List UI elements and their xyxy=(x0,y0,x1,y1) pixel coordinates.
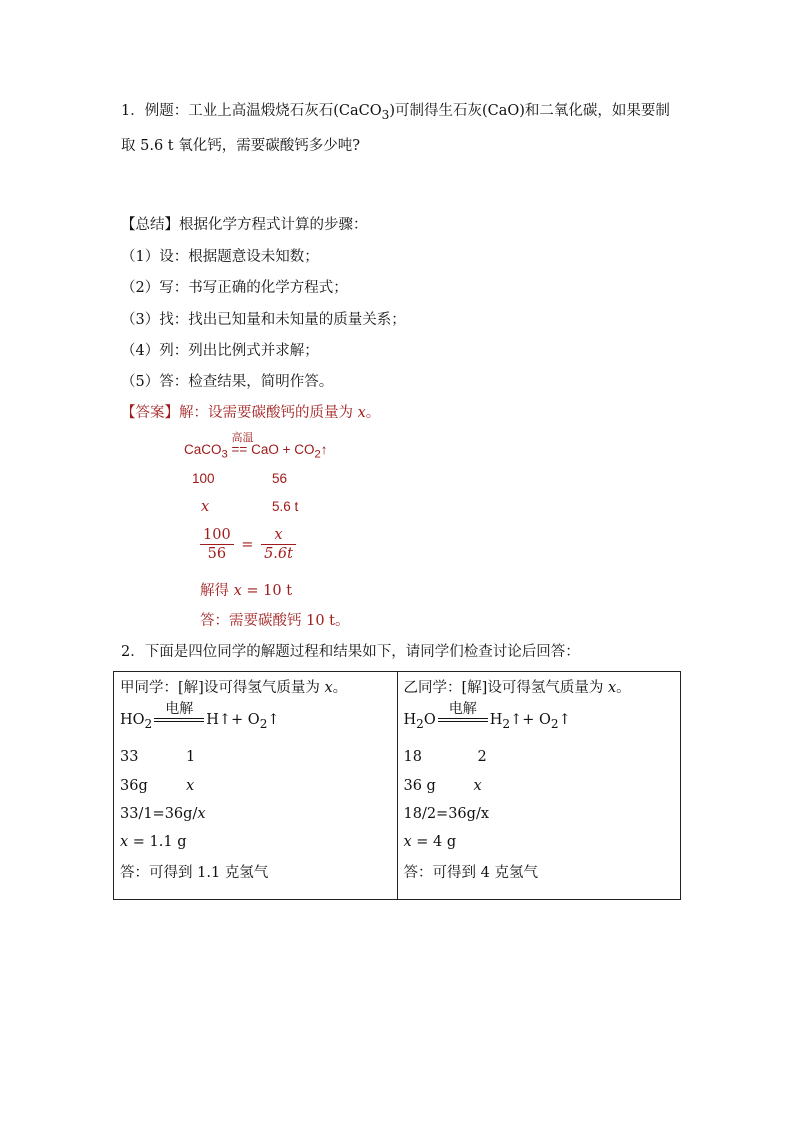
answer-proportion xyxy=(200,526,296,563)
b-eq-gas: ↑ xyxy=(558,712,571,728)
summary-step-3: （3）找：找出已知量和未知量的质量关系； xyxy=(121,312,406,328)
question-1-text-b: )可制得生石灰(CaO)和二氧化碳，如果要制取 5.6 t 氧化钙，需要碳酸钙多少吨? xyxy=(121,103,670,154)
answer-mass-right: 56 xyxy=(272,471,288,486)
b-var: x xyxy=(607,680,617,696)
b-intro xyxy=(404,676,631,697)
b-eq-left-tail: O xyxy=(423,712,436,728)
solve-value: = 10 t xyxy=(241,583,293,599)
question-2: 2．下面是四位同学的解题过程和结果如下，请同学们检查讨论后回答： xyxy=(121,644,580,660)
a-result xyxy=(120,834,187,850)
fraction-right-num: x xyxy=(261,526,296,545)
b-eq-left: H xyxy=(403,712,417,728)
b-result-var: x xyxy=(403,834,412,850)
a-eq-arrow xyxy=(154,701,204,725)
a-final: 答：可得到 1.1 克氢气 xyxy=(120,865,269,881)
a-intro-text: 甲同学：[解]设可得氢气质量为 xyxy=(120,680,325,696)
solve-var: x xyxy=(233,583,242,599)
solutions-table xyxy=(113,671,681,900)
a-ratio-var: x xyxy=(197,806,206,822)
fraction-left-num: 100 xyxy=(200,526,234,545)
b-eq-right-mid: ↑+ O xyxy=(510,712,551,728)
summary-step-5: （5）答：检查结果，简明作答。 xyxy=(121,374,334,390)
b-final: 答：可得到 4 克氢气 xyxy=(403,865,538,881)
answer-solve xyxy=(200,579,292,600)
eq-condition-arrow xyxy=(231,432,254,457)
b-mass-left: 18 xyxy=(403,749,422,765)
b-equation xyxy=(403,701,571,731)
a-qty-left: 36g xyxy=(120,778,148,794)
a-ratio xyxy=(120,806,206,822)
summary-step-2: （2）写：书写正确的化学方程式； xyxy=(121,280,348,296)
summary-title: 【总结】根据化学方程式计算的步骤： xyxy=(121,217,368,233)
a-eq-right: H↑+ O xyxy=(206,712,260,728)
eq-product-sub: 2 xyxy=(314,448,321,461)
b-eq-right-sub2: 2 xyxy=(550,716,559,731)
a-eq-left: HO xyxy=(120,712,145,728)
answer-qty-right: 5.6 t xyxy=(272,499,299,514)
eq-gas: ↑ xyxy=(320,442,328,457)
solution-cell-a xyxy=(114,672,398,900)
b-qty-left: 36 g xyxy=(403,778,436,794)
a-var: x xyxy=(324,680,333,696)
solve-prefix: 解得 xyxy=(200,583,234,599)
fraction-right-den: 5.6t xyxy=(264,546,293,562)
eq-reactant: CaCO xyxy=(184,442,222,457)
a-equation xyxy=(120,701,280,731)
answer-qty-left: x xyxy=(201,499,210,515)
eq-arrow: == xyxy=(231,442,248,457)
a-mass-left: 33 xyxy=(120,749,139,765)
b-result-text: = 4 g xyxy=(411,834,457,850)
summary-step-1: （1）设：根据题意设未知数； xyxy=(121,249,319,265)
answer-final: 答：需要碳酸钙 10 t。 xyxy=(200,613,350,629)
eq-reactant-sub: 3 xyxy=(221,448,228,461)
b-eq-arrow xyxy=(438,701,488,725)
answer-intro xyxy=(121,401,380,422)
fraction-left-den: 56 xyxy=(207,546,227,562)
b-eq-right: H xyxy=(489,712,503,728)
question-1-text-a: 例题：工业上高温煅烧石灰石(CaCO xyxy=(144,103,382,119)
a-qty-right: x xyxy=(186,778,195,794)
fraction-left xyxy=(200,526,234,563)
a-eq-condition: 电解 xyxy=(165,701,194,717)
b-eq-right-sub: 2 xyxy=(502,716,511,731)
answer-equation xyxy=(184,432,328,461)
answer-var: x xyxy=(357,405,366,421)
fraction-right xyxy=(261,526,296,563)
solution-cell-b xyxy=(397,672,681,900)
a-intro-end: 。 xyxy=(332,680,348,696)
b-intro-end: 。 xyxy=(616,680,631,696)
answer-intro-end: 。 xyxy=(365,405,381,421)
answer-mass-left: 100 xyxy=(192,471,215,486)
fraction-equals: = xyxy=(241,536,254,553)
summary-step-4: （4）列：列出比例式并求解； xyxy=(121,343,319,359)
b-result xyxy=(404,834,457,850)
a-result-var: x xyxy=(120,834,129,850)
b-eq-left-sub: 2 xyxy=(416,716,424,731)
a-eq-gas: ↑ xyxy=(267,712,280,728)
b-ratio: 18/2=36g/x xyxy=(403,806,490,822)
b-eq-condition: 电解 xyxy=(448,701,477,717)
answer-intro-text: 解：设需要碳酸钙的质量为 xyxy=(179,405,358,421)
a-eq-left-sub: 2 xyxy=(144,716,153,731)
question-1 xyxy=(121,96,681,162)
a-ratio-text: 33/1=36g/ xyxy=(120,806,198,822)
a-result-text: = 1.1 g xyxy=(128,834,187,850)
question-1-number: 1． xyxy=(121,103,145,119)
b-mass-right: 2 xyxy=(477,749,487,765)
eq-products: CaO + CO xyxy=(251,442,315,457)
b-intro-text: 乙同学：[解]设可得氢气质量为 xyxy=(403,680,608,696)
a-eq-right-sub: 2 xyxy=(259,716,268,731)
eq-condition: 高温 xyxy=(231,432,254,444)
question-1-sub: 3 xyxy=(381,107,390,122)
b-qty-right: x xyxy=(473,778,482,794)
a-intro xyxy=(120,676,347,697)
answer-label: 【答案】 xyxy=(121,405,179,421)
a-mass-right: 1 xyxy=(186,749,196,765)
